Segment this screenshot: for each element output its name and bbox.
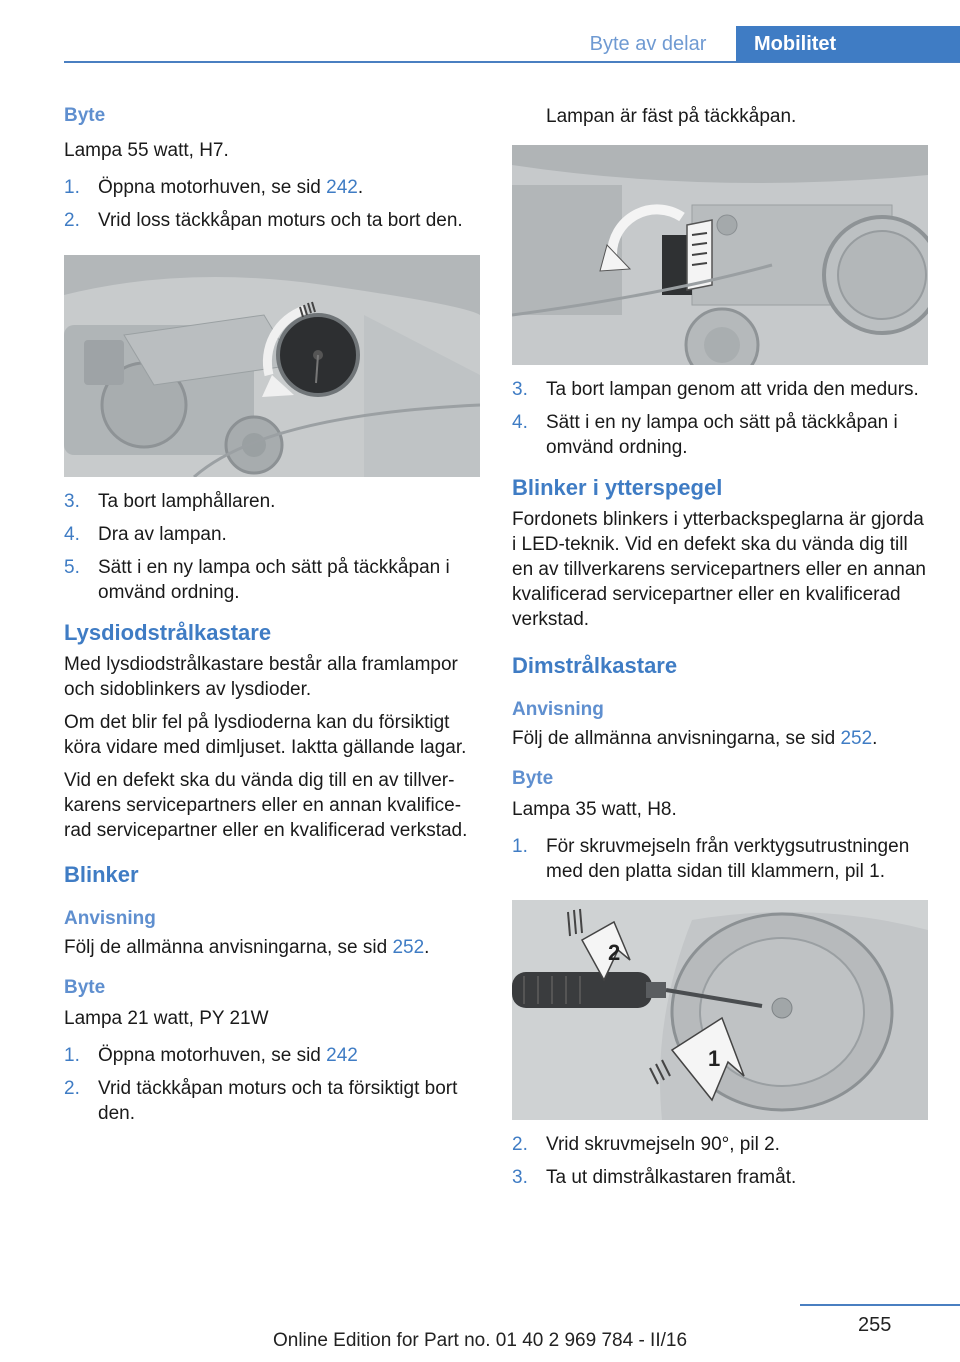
mirror-paragraph: Fordonets blinkers i ytterbackspeglarna är gjorda i LED-teknik. Vid en defekt ska du vända dig till en av tillverkarens servicepartners eller en annan kvalificerad servicepartner eller en kvalificerad verkstad. <box>512 509 926 630</box>
header-section-title: Byte av delar <box>589 32 707 55</box>
page-link[interactable]: 252 <box>392 937 425 958</box>
lamp-cover-figure <box>512 145 928 365</box>
list-item: 3. Ta ut dimstrålkastaren framåt. <box>512 1167 797 1188</box>
intro-text: Lampan är fäst på täckkåpan. <box>546 106 797 127</box>
byte-heading: Byte <box>64 105 106 126</box>
fog-light-screwdriver-figure <box>512 900 928 1120</box>
edition-footer: Online Edition for Part no. 01 40 2 969 784 - II/16 <box>272 1330 688 1351</box>
list-item: 5. Sätt i en ny lampa och sätt på täckkåpan i omvänd ordning. <box>64 557 450 603</box>
section-heading-mirror-blinker: Blinker i ytterspegel <box>512 475 723 500</box>
lamp-spec: Lampa 21 watt, PY 21W <box>64 1008 269 1029</box>
section-heading-blinker: Blinker <box>64 862 139 887</box>
section-heading-led: Lysdiodstrålkastare <box>64 620 272 645</box>
list-item: 1. För skruvmejseln från verktygsutrustningen med den platta sidan till klammern, pil 1. <box>512 836 910 882</box>
list-item: 3. Ta bort lampan genom att vrida den medurs. <box>512 379 919 400</box>
byte-heading: Byte <box>512 768 554 789</box>
page-link[interactable]: 242 <box>326 177 358 198</box>
list-item: 2. Vrid skruvmejseln 90°, pil 2. <box>512 1134 780 1155</box>
list-item: 3. Ta bort lamphållaren. <box>64 491 276 512</box>
right-column <box>512 100 928 1190</box>
lamp-spec: Lampa 35 watt, H8. <box>512 799 677 820</box>
notice-heading: Anvisning <box>64 908 156 929</box>
arrow-label-1: 1 <box>708 1046 721 1071</box>
page-link[interactable]: 242 <box>326 1045 358 1066</box>
list-item: 4. Sätt i en ny lampa och sätt på täckkåpan i omvänd ordning. <box>512 412 898 458</box>
arrow-label-2: 2 <box>608 940 621 965</box>
left-column <box>64 100 480 1126</box>
notice-heading: Anvisning <box>512 699 604 720</box>
led-paragraph-2: Om det blir fel på lysdioderna kan du försiktigt köra vidare med dimljuset. Iaktta gällande lagar. <box>64 712 467 758</box>
list-item: 2. Vrid täckkåpan moturs och ta försiktigt bort den. <box>64 1078 458 1124</box>
list-item: 1. Öppna motorhuven, se sid 242. <box>64 177 364 198</box>
lamp-spec: Lampa 55 watt, H7. <box>64 140 229 161</box>
list-item: 2. Vrid loss täckkåpan moturs och ta bort den. <box>64 210 463 231</box>
headlight-cover-figure <box>64 255 480 477</box>
section-heading-fog-lights: Dimstrålkastare <box>512 653 678 678</box>
led-paragraph-1: Med lysdiodstrålkastare består alla framlampor och sidoblinkers av lysdioder. <box>64 654 458 700</box>
page-number: 255 <box>858 1314 892 1336</box>
byte-heading: Byte <box>64 977 106 998</box>
led-paragraph-3: Vid en defekt ska du vända dig till en av tillverkarens servicepartners eller en annan kvalificerad servicepartner eller en kvalificerad verkstad. <box>64 770 468 841</box>
footer-rule <box>800 1304 960 1306</box>
notice-text: Följ de allmänna anvisningarna, se sid 252. <box>64 937 430 958</box>
header-chapter-tab: Mobilitet <box>736 26 960 62</box>
list-item: 4. Dra av lampan. <box>64 524 227 545</box>
list-item: 1. Öppna motorhuven, se sid 242 <box>64 1045 358 1066</box>
notice-text: Följ de allmänna anvisningarna, se sid 252. <box>512 728 878 749</box>
page-link[interactable]: 252 <box>840 728 873 749</box>
